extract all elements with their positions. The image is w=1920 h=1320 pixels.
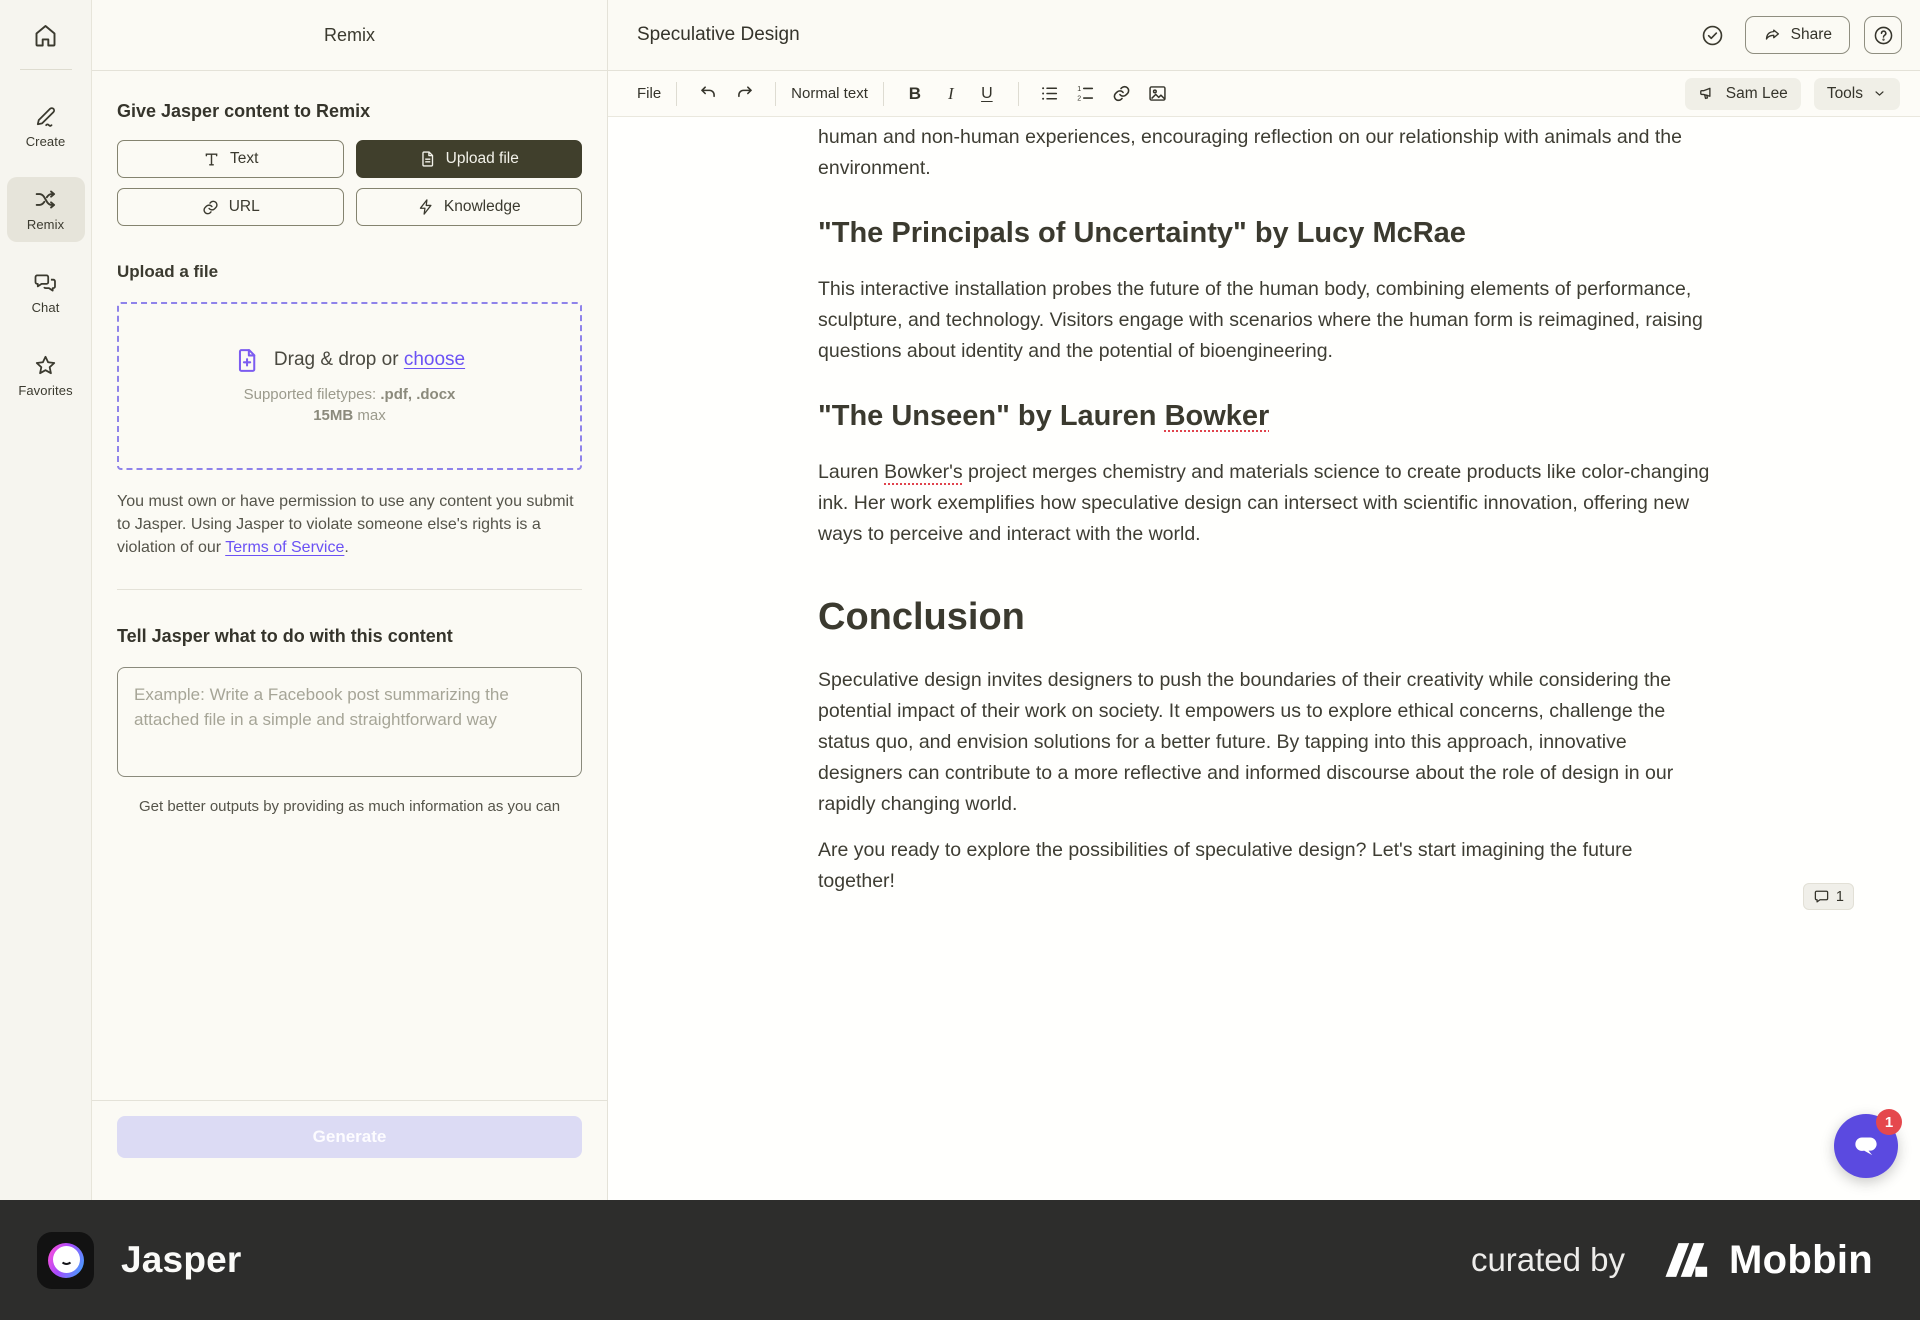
header-actions xyxy=(1700,16,1902,54)
footer xyxy=(0,1200,1920,1320)
saved-status-button[interactable] xyxy=(1700,23,1725,48)
file-menu[interactable]: File xyxy=(637,85,662,102)
jasper-logo-icon xyxy=(37,1232,94,1289)
home-button[interactable] xyxy=(28,18,63,53)
content-rights-disclaimer: You must own or have permission to use any content you submit to Jasper. Using Jasper to violate someone else's rights is a violation of our Terms of Service. xyxy=(117,493,574,556)
star-icon xyxy=(33,353,58,378)
comment-bubble-icon xyxy=(1813,888,1830,905)
numbered-list-icon xyxy=(1075,83,1096,104)
toolbar-right xyxy=(1685,78,1900,110)
terms-of-service-link[interactable]: Terms of Service xyxy=(225,539,345,556)
upload-file-source-button[interactable]: Upload file xyxy=(356,140,583,178)
chat-bubbles-icon xyxy=(33,270,58,295)
document-editor xyxy=(608,0,1920,1200)
share-arrow-icon xyxy=(1763,26,1782,45)
divider xyxy=(676,82,677,106)
divider xyxy=(883,82,884,106)
reviewer-button[interactable]: Sam Lee xyxy=(1685,78,1801,110)
insert-link-button[interactable] xyxy=(1106,79,1138,109)
prompt-input[interactable] xyxy=(117,667,582,777)
divider xyxy=(117,589,582,590)
doc-paragraph[interactable]: human and non-human experiences, encouraging reflection on our relationship with animals and the environment. xyxy=(818,126,1682,179)
insert-image-button[interactable] xyxy=(1142,79,1174,109)
doc-paragraph[interactable]: Lauren Bowker's project merges chemistry and materials science to create products like color-changing ink. Her work exemplifies how speculative design can intersect with scientific innovation, offering new ways to perceive and interact with the world. xyxy=(818,461,1710,545)
give-content-title: Give Jasper content to Remix xyxy=(117,101,371,121)
panel-title: Remix xyxy=(323,24,375,45)
mobbin-logo-icon xyxy=(1663,1242,1713,1278)
remix-shuffle-icon xyxy=(33,187,58,212)
sidebar-item-create[interactable] xyxy=(7,94,85,159)
tools-dropdown[interactable]: Tools xyxy=(1814,78,1900,110)
sidebar-item-favorites[interactable] xyxy=(7,343,85,408)
editor-toolbar xyxy=(608,71,1920,117)
generate-button[interactable]: Generate xyxy=(117,1116,582,1158)
comment-indicator[interactable] xyxy=(1803,883,1854,910)
divider xyxy=(1018,82,1019,106)
share-button[interactable]: Share xyxy=(1745,16,1850,54)
undo-icon xyxy=(698,83,719,104)
doc-heading[interactable]: "The Principals of Uncertainty" by Lucy McRae xyxy=(818,217,1466,249)
question-circle-icon xyxy=(1872,24,1895,47)
remix-panel-header xyxy=(92,0,607,71)
curated-by-section xyxy=(1471,1238,1873,1283)
megaphone-icon xyxy=(1698,84,1717,103)
create-icon xyxy=(33,104,58,129)
supported-filetypes: Supported filetypes: .pdf, .docx 15MB max xyxy=(243,385,456,424)
text-source-button[interactable]: Text xyxy=(117,140,344,178)
bullet-list-button[interactable] xyxy=(1034,79,1066,109)
file-dropzone[interactable] xyxy=(117,302,582,470)
redo-button[interactable] xyxy=(728,79,760,109)
lightning-icon xyxy=(417,198,435,216)
upload-a-file-label: Upload a file xyxy=(117,262,219,281)
document-title[interactable]: Speculative Design xyxy=(637,24,800,45)
chevron-down-icon xyxy=(1872,86,1887,101)
url-source-button[interactable]: URL xyxy=(117,188,344,226)
file-icon xyxy=(419,150,437,168)
divider xyxy=(775,82,776,106)
doc-heading-1[interactable]: Conclusion xyxy=(818,596,1025,638)
chat-launcher-bubble-icon xyxy=(1849,1129,1883,1163)
numbered-list-button[interactable] xyxy=(1070,79,1102,109)
source-type-buttons xyxy=(117,140,582,226)
remix-panel-body xyxy=(92,71,607,1100)
nav-rail xyxy=(0,0,92,1200)
sidebar-item-label: Chat xyxy=(31,300,60,315)
remix-panel-footer xyxy=(92,1100,607,1200)
redo-icon xyxy=(734,83,755,104)
bold-button[interactable]: B xyxy=(899,79,931,109)
undo-button[interactable] xyxy=(692,79,724,109)
doc-paragraph[interactable]: Are you ready to explore the possibilities of speculative design? Let's start imagining the future together! xyxy=(818,839,1633,892)
choose-file-link[interactable]: choose xyxy=(403,349,466,370)
underline-button[interactable]: U xyxy=(971,79,1003,109)
text-icon xyxy=(202,150,221,169)
curated-by-text: curated by xyxy=(1470,1241,1626,1278)
divider xyxy=(20,69,72,70)
image-icon xyxy=(1147,83,1168,104)
doc-heading[interactable]: "The Unseen" by Lauren Bowker xyxy=(818,400,1270,432)
document-canvas xyxy=(608,117,1920,1200)
jasper-logo-face xyxy=(53,1246,80,1273)
dropzone-instruction xyxy=(234,347,465,374)
sidebar-item-label: Favorites xyxy=(18,383,73,398)
notification-badge: 1 xyxy=(1876,1109,1902,1135)
sidebar-item-label: Create xyxy=(25,134,66,149)
drag-drop-text: Drag & drop or choose xyxy=(273,349,466,370)
document-header xyxy=(608,0,1920,71)
home-icon xyxy=(32,22,59,49)
file-plus-icon xyxy=(234,347,261,374)
comment-count: 1 xyxy=(1835,888,1844,905)
sidebar-item-remix[interactable] xyxy=(7,177,85,242)
svg-text:1: 1 xyxy=(1077,85,1082,93)
knowledge-source-button[interactable]: Knowledge xyxy=(356,188,583,226)
spellcheck-word: Bowker's xyxy=(884,461,963,483)
chat-launcher-button[interactable] xyxy=(1834,1114,1898,1178)
spellcheck-word: Bowker xyxy=(1164,400,1270,432)
prompt-section-title: Tell Jasper what to do with this content xyxy=(117,626,453,646)
jasper-brand xyxy=(37,1232,242,1289)
help-button[interactable] xyxy=(1864,16,1902,54)
document-body[interactable] xyxy=(818,117,1710,897)
prompt-helper-text: Get better outputs by providing as much information as you can xyxy=(138,798,561,815)
bullet-list-icon xyxy=(1039,83,1060,104)
italic-button[interactable]: I xyxy=(935,79,967,109)
link-icon xyxy=(201,198,220,217)
check-circle-icon xyxy=(1700,23,1725,48)
mobbin-wordmark: Mobbin xyxy=(1729,1237,1873,1282)
text-style-dropdown[interactable]: Normal text xyxy=(791,85,868,102)
doc-paragraph[interactable]: Speculative design invites designers to push the boundaries of their creativity while considering the potential impact of their work on society. It empowers us to explore ethical concerns, challenge the status quo, and envision solutions for a better future. By tapping into this approach, innovative designers can contribute to a more reflective and informed discourse about the role of design in our rapidly changing world. xyxy=(818,669,1674,815)
remix-panel xyxy=(92,0,608,1200)
svg-text:2: 2 xyxy=(1077,95,1082,103)
sidebar-item-label: Remix xyxy=(26,217,65,232)
sidebar-item-chat[interactable] xyxy=(7,260,85,325)
doc-paragraph[interactable]: This interactive installation probes the future of the human body, combining elements of performance, sculpture, and technology. Visitors engage with scenarios where the human form is reimagined, raising questions about identity and the potential of bioengineering. xyxy=(818,278,1703,362)
jasper-wordmark: Jasper xyxy=(121,1239,242,1280)
link-icon xyxy=(1111,83,1132,104)
